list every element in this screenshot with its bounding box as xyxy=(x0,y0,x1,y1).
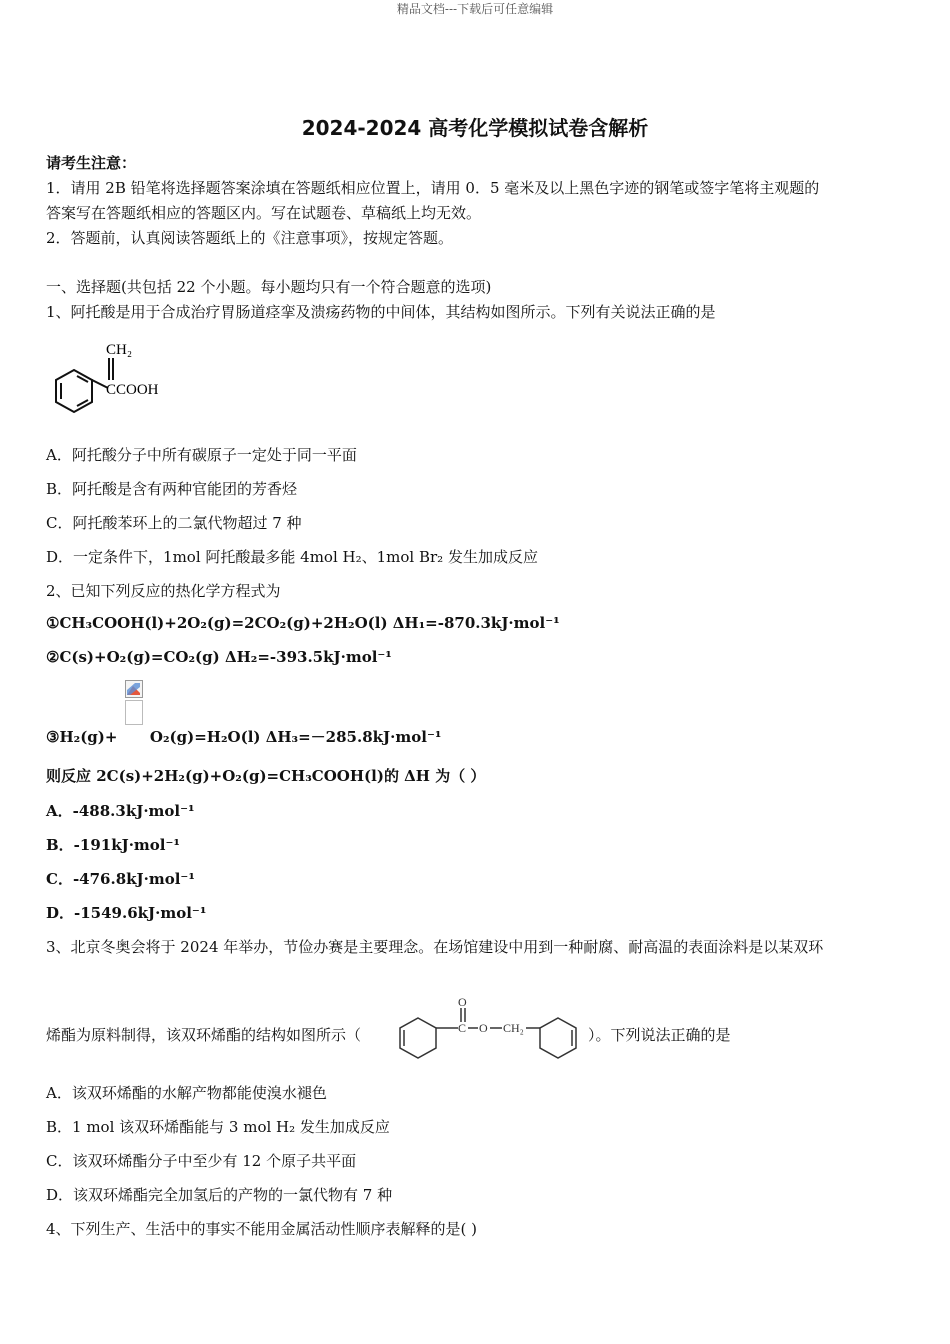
q2-stem: 2、已知下列反应的热化学方程式为 xyxy=(46,582,281,600)
q3-stem-line-2a: 烯酯为原料制得，该双环烯酯的结构如图所示（ xyxy=(46,1026,362,1044)
q1-option-a: A．阿托酸分子中所有碳原子一定处于同一平面 xyxy=(46,446,357,464)
q2-equation-1: ①CH₃COOH(l)+2O₂(g)=2CO₂(g)+2H₂O(l) ΔH₁=-870.3kJ·mol⁻¹ xyxy=(46,614,560,632)
q1-option-b: B．阿托酸是含有两种官能团的芳香烃 xyxy=(46,480,298,498)
q3-stem-line-1: 3、北京冬奥会将于 2024 年举办，节俭办赛是主要理念。在场馆建设中用到一种耐腐、耐高温的表面涂料是以某双环 xyxy=(46,938,824,956)
q2-equation-3-left: ③H₂(g)+ xyxy=(46,728,118,746)
q1-option-d: D．一定条件下，1mol 阿托酸最多能 4mol H₂、1mol Br₂ 发生加成反应 xyxy=(46,548,538,566)
q3-stem-line-2b: ）。下列说法正确的是 xyxy=(588,1026,731,1044)
page-header: 精品文档---下载后可任意编辑 xyxy=(396,2,554,16)
q2-equation-3-right: O₂(g)=H₂O(l) ΔH₃=－285.8kJ·mol⁻¹ xyxy=(149,728,442,746)
section-heading: 一、选择题(共包括 22 个小题。每小题均只有一个符合题意的选项) xyxy=(46,278,492,296)
notice-line-3: 2．答题前，认真阅读答题纸上的《注意事项》，按规定答题。 xyxy=(46,229,454,247)
notice-line-2: 答案写在答题纸相应的答题区内。写在试题卷、草稿纸上均无效。 xyxy=(46,204,482,222)
q1-option-c: C．阿托酸苯环上的二氯代物超过 7 种 xyxy=(46,514,302,532)
q4-stem: 4、下列生产、生活中的事实不能用金属活动性顺序表解释的是( ) xyxy=(46,1220,478,1238)
page-title: 2024-2024 高考化学模拟试卷含解析 xyxy=(301,116,649,140)
q2-question: 则反应 2C(s)+2H₂(g)+O₂(g)=CH₃COOH(l)的 ΔH 为（ ） xyxy=(46,767,486,785)
notice-line-1: 1．请用 2B 铅笔将选择题答案涂填在答题纸相应位置上，请用 0．5 毫米及以上黑色字迹的钢笔或签字笔将主观题的 xyxy=(46,179,820,197)
q2-option-c: C．-476.8kJ·mol⁻¹ xyxy=(46,870,195,888)
mol-ch2-label: CH₂ xyxy=(106,342,133,358)
q3-option-d: D．该双环烯酯完全加氢后的产物的一氯代物有 7 种 xyxy=(46,1186,393,1204)
broken-fraction-image-icon xyxy=(125,706,143,752)
mol-ccooh-label: CCOOH xyxy=(106,382,159,398)
q2-equation-2: ②C(s)+O₂(g)=CO₂(g) ΔH₂=-393.5kJ·mol⁻¹ xyxy=(46,648,392,666)
atropic-acid-structure xyxy=(44,338,184,428)
q3-option-b: B．1 mol 该双环烯酯能与 3 mol H₂ 发生加成反应 xyxy=(46,1118,390,1136)
mol-carbonyl-o: O xyxy=(458,995,467,1009)
q2-option-b: B．-191kJ·mol⁻¹ xyxy=(46,836,180,854)
q2-equation-3 xyxy=(46,706,441,752)
q3-option-a: A．该双环烯酯的水解产物都能使溴水褪色 xyxy=(46,1084,327,1102)
mol-carbon-c: C xyxy=(458,1021,467,1035)
bicyclic-ester-structure xyxy=(398,994,584,1064)
q2-option-d: D．-1549.6kJ·mol⁻¹ xyxy=(46,904,207,922)
q3-option-c: C．该双环烯酯分子中至少有 12 个原子共平面 xyxy=(46,1152,357,1170)
q2-option-a: A．-488.3kJ·mol⁻¹ xyxy=(46,802,195,820)
q1-stem: 1、阿托酸是用于合成治疗胃肠道痉挛及溃疡药物的中间体，其结构如图所示。下列有关说法正确的是 xyxy=(46,303,716,321)
notice-heading: 请考生注意： xyxy=(46,154,137,172)
mol-ether-o: O xyxy=(479,1021,488,1035)
mol-ch2: CH₂ xyxy=(503,1021,524,1035)
